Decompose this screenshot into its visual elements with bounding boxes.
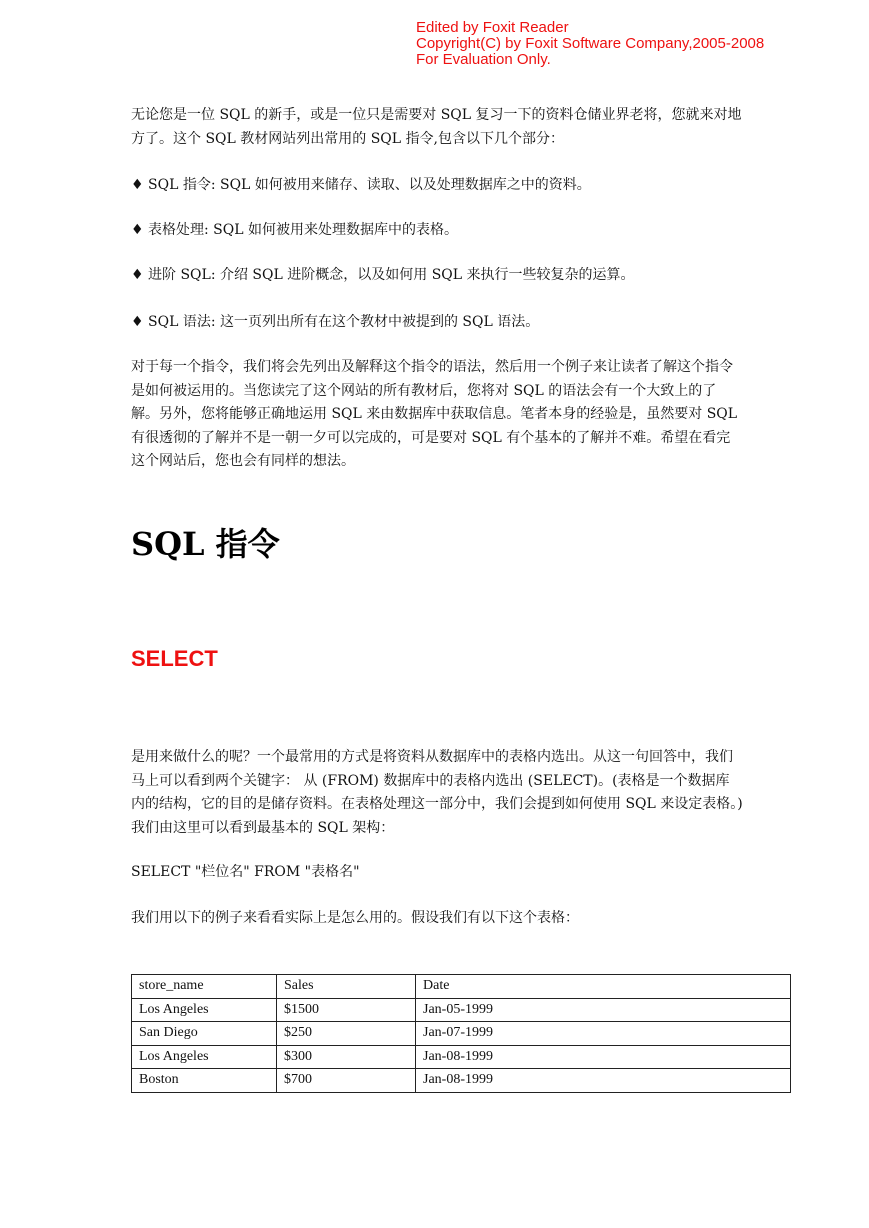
table-cell: Boston [132,1069,277,1093]
section-title: SQL 指令 [131,525,280,563]
table-header-row [132,975,791,999]
bullet-sql-syntax: ♦ SQL 语法: 这一页列出所有在这个教材中被提到的 SQL 语法。 [131,314,540,330]
table-cell: $250 [277,1022,416,1046]
table-cell: Jan-07-1999 [416,1022,791,1046]
intro-paragraph: 无论您是一位 SQL 的新手，或是一位只是需要对 SQL 复习一下的资料仓储业界老将，您就来对地方了。这个 SQL 教材网站列出常用的 SQL 指令,包含以下几个部分： [131,107,742,147]
table-cell: San Diego [132,1022,277,1046]
table-row [132,1022,791,1046]
table-row [132,1045,791,1069]
body-paragraph: 对于每一个指令，我们将会先列出及解释这个指令的语法，然后用一个例子来让读者了解这个指令是如何被运用的。当您读完了这个网站的所有教材后，您将对 SQL 的语法会有一个大致上的了解。另外，您将能够正确地运用 SQL 来由数据库中获取信息。笔者本身的经验是，虽然要对 SQL 有很透彻的了解并不是一朝一夕可以完成的，可是要对 SQL 有个基本的了解并不难。希望在看完这个网站后，您也会有同样的想法。 [131,359,738,469]
subsection-title: SELECT [131,646,218,671]
table-cell: Los Angeles [132,998,277,1022]
bullet-advanced-sql: ♦ 进阶 SQL: 介绍 SQL 进阶概念，以及如何用 SQL 来执行一些较复杂的运算。 [131,267,635,283]
example-intro: 我们用以下的例子来看看实际上是怎么用的。假设我们有以下这个表格： [131,910,579,926]
watermark-line-3: For Evaluation Only. [416,51,551,68]
foxit-watermark [416,20,764,68]
table-row [132,1069,791,1093]
table-cell: Jan-05-1999 [416,998,791,1022]
bullet-sql-commands: ♦ SQL 指令: SQL 如何被用来储存、读取、以及处理数据库之中的资料。 [131,177,591,193]
bullet-table-handling: ♦ 表格处理: SQL 如何被用来处理数据库中的表格。 [131,222,458,238]
watermark-line-2: Copyright(C) by Foxit Software Company,2005-2008 [416,35,765,52]
table-cell: Los Angeles [132,1045,277,1069]
watermark-line-1: Edited by Foxit Reader [416,19,569,36]
table-cell: $1500 [277,998,416,1022]
table-cell: Jan-08-1999 [416,1045,791,1069]
select-description: 是用来做什么的呢？一个最常用的方式是将资料从数据库中的表格内选出。从这一句回答中，我们马上可以看到两个关键字： 从 (FROM) 数据库中的表格内选出 (SELECT)。(表格是一个数据库内的结构，它的目的是储存资料。在表格处理这一部分中，我们会提到如何使用 SQL 来设定表格。) 我们由这里可以看到最基本的 SQL 架构： [131,749,743,836]
table-cell: $700 [277,1069,416,1093]
table-header-cell: Sales [277,975,416,999]
table-cell: Jan-08-1999 [416,1069,791,1093]
store-sales-table [131,974,791,1093]
table-row [132,998,791,1022]
table-header-cell: Date [416,975,791,999]
table-cell: $300 [277,1045,416,1069]
select-syntax: SELECT "栏位名" FROM "表格名" [131,864,360,880]
table-header-cell: store_name [132,975,277,999]
